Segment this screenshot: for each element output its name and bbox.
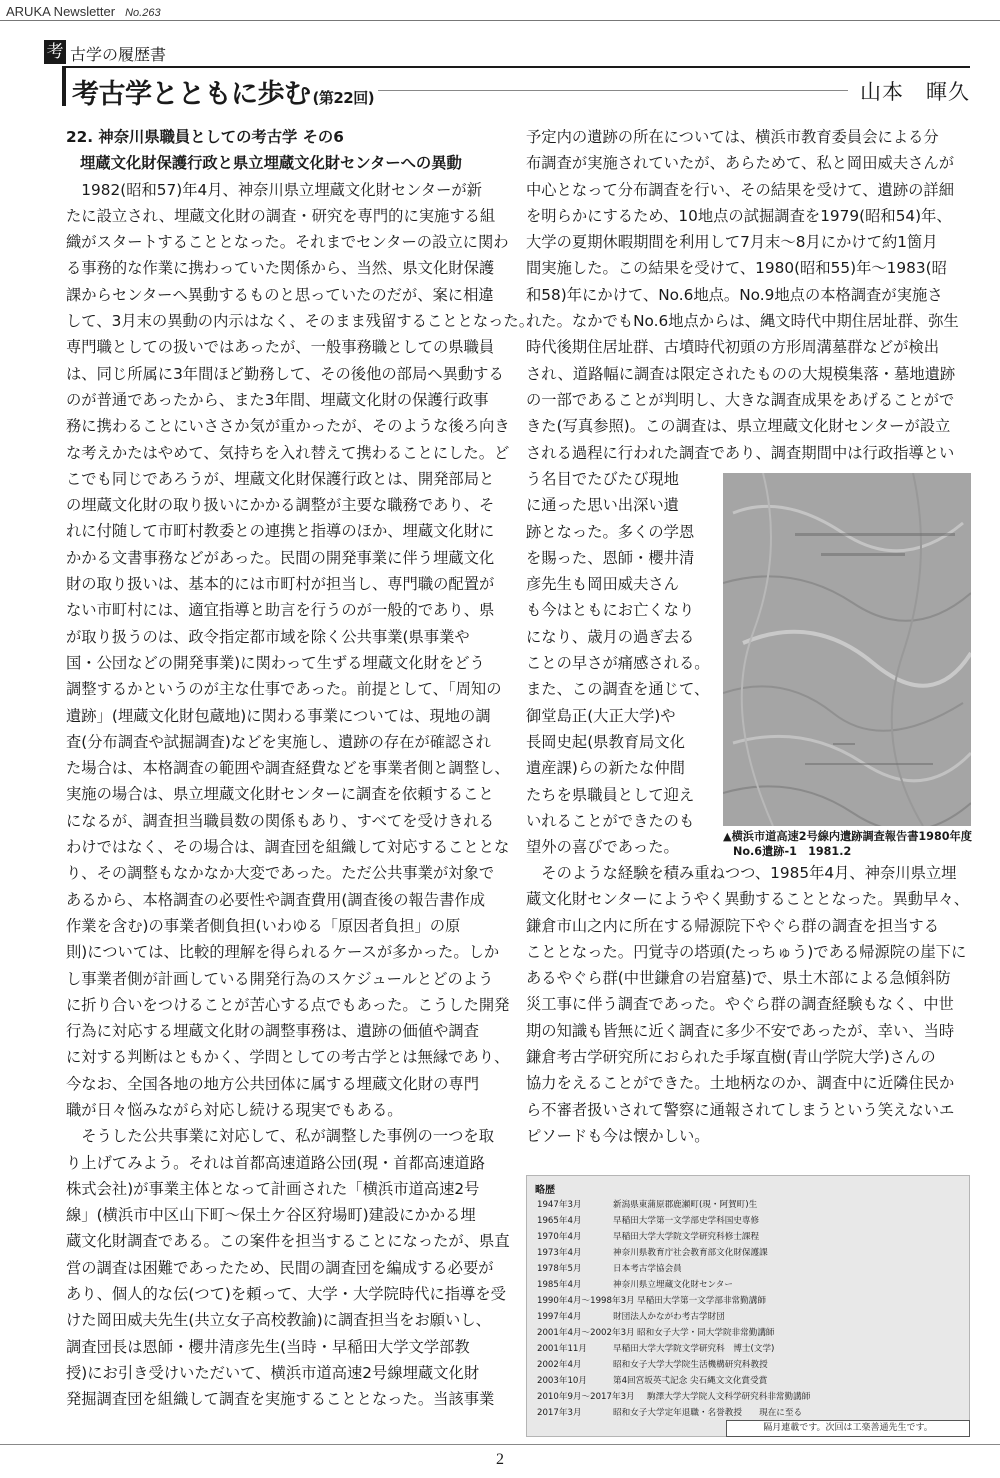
career-row	[537, 1358, 768, 1370]
body-line: こでも同じであろうが、埋蔵文化財保護行政とは、開発部局と	[66, 469, 495, 488]
body-line: 蔵文化財センターにようやく異動することとなった。異動早々、	[526, 890, 969, 909]
body-line: そうした公共事業に対応して、私が調整した事例の一つを取	[66, 1127, 495, 1146]
career-row	[537, 1342, 774, 1354]
career-row	[537, 1198, 757, 1210]
career-date: 1947年3月	[537, 1200, 582, 1210]
body-line: になるが、調査担当職員数の関係もあり、すべてを受けきれる	[66, 811, 495, 830]
body-line: ない市町村には、適宜指導と助言を行うのが一般的であり、県	[66, 601, 495, 620]
section-heading: 22. 神奈川県職員としての考古学 その6	[66, 128, 344, 146]
body-line: 財の取り扱いは、基本的には市町村が担当し、専門職の配置が	[66, 575, 495, 594]
body-line: 時代後期住居址群、古墳時代初頭の方形周溝墓群などが検出	[526, 338, 940, 357]
body-line: 課からセンターへ異動するものと思っていたのだが、案に相違	[66, 285, 494, 304]
career-date: 1978年5月	[537, 1264, 582, 1274]
body-line: たに設立され、埋蔵文化財の調査・研究を専門的に実施する組	[66, 206, 496, 225]
career-date: 2002年4月	[537, 1360, 582, 1370]
body-line: になり、歳月の過ぎ去る	[526, 627, 695, 646]
page-number: 2	[496, 1451, 504, 1468]
body-line: 作業を含む)の事業者側負担(いわゆる「原因者負担」の原	[66, 916, 461, 935]
right-column-wrap	[526, 466, 712, 860]
body-line: 和58)年にかけて、No.6地点。No.9地点の本格調査が実施さ	[526, 285, 943, 304]
top-rule	[0, 20, 1000, 21]
body-line: 望外の喜びであった。	[526, 838, 679, 857]
body-line: して、3月末の異動の内示はなく、そのまま残留することとなった。	[66, 312, 535, 331]
body-line: れた。なかでもNo.6地点からは、縄文時代中期住居址群、弥生	[526, 312, 959, 331]
career-title: 略歴	[535, 1185, 555, 1196]
career-date: 1973年4月	[537, 1248, 582, 1258]
body-line: され、道路幅に調査は限定されたものの大規模集落・墓地遺跡	[526, 364, 956, 383]
body-line: また、この調査を通じて、	[526, 680, 710, 699]
body-line: 中心となって分布調査を行い、その結果を受けて、遺跡の詳細	[526, 180, 955, 199]
career-event: 新潟県東蒲原郡鹿瀬町(現・阿賀町)生	[613, 1200, 758, 1210]
career-date: 2010年9月～2017年3月	[537, 1392, 635, 1402]
body-line: 線」(横浜市中区山下町～保土ケ谷区狩場町)建設にかかる埋	[66, 1206, 476, 1225]
career-date: 2001年4月～2002年3月	[537, 1328, 635, 1338]
body-line: の一部であることが判明し、大きな調査成果をあげることがで	[526, 390, 955, 409]
header-rule	[66, 66, 970, 68]
career-date: 1990年4月～1998年3月	[537, 1296, 635, 1306]
body-line: に通った思い出深い遺	[526, 496, 679, 515]
body-line: 営の調査は困難であったため、民間の調査団を編成する必要が	[66, 1258, 494, 1277]
article-title	[72, 72, 374, 111]
career-date: 1985年4月	[537, 1280, 582, 1290]
body-line: される過程に行われた調査であり、調査期間中は行政指導とい	[526, 443, 955, 462]
career-row	[537, 1326, 775, 1338]
career-event: 第4回宮坂英弌記念 尖石縄文文化賞受賞	[613, 1376, 768, 1386]
body-line: いれることができたのも	[526, 811, 695, 830]
body-line: 大学の夏期休暇期間を利用して7月末～8月にかけて約1箇月	[526, 233, 938, 252]
body-line: 布調査が実施されていたが、あらためて、私と岡田威夫さんが	[526, 154, 955, 173]
body-line: 調査団長は恩師・櫻井清彦先生(当時・早稲田大学文学部教	[66, 1337, 470, 1356]
career-row	[537, 1262, 682, 1274]
body-line: な考えかたはやめて、気持ちを入れ替えて携わることにした。ど	[66, 443, 510, 462]
career-date: 1997年4月	[537, 1312, 582, 1322]
career-date: 1970年4月	[537, 1232, 582, 1242]
body-line: のが普通であったから、また3年間、埋蔵文化財の保護行政事	[66, 390, 489, 409]
bottom-rule	[0, 1444, 1000, 1445]
body-line: 期の知識も皆無に近く調査に多少不安であったが、幸い、当時	[526, 1021, 955, 1040]
career-row	[537, 1214, 759, 1226]
career-event: 日本考古学協会員	[613, 1264, 682, 1274]
body-line: 職が日々悩みながら対応し続ける現実でもある。	[66, 1100, 403, 1119]
report-cover-image	[723, 473, 971, 826]
body-line: あるから、本格調査の必要性や調査費用(調査後の報告書作成	[66, 890, 485, 909]
body-line: に折り合いをつけることが苦心する点でもあった。こうした開発	[66, 995, 510, 1014]
career-event: 昭和女子大学大学院生活機構研究科教授	[613, 1360, 768, 1370]
body-line: は、同じ所属に3年間ほど勤務して、その後他の部局へ異動する	[66, 364, 504, 383]
body-line: わけではなく、その場合は、調査団を組織して対応することとな	[66, 838, 510, 857]
career-date: 1965年4月	[537, 1216, 582, 1226]
body-line: 跡となった。多くの学恩	[526, 522, 695, 541]
career-event: 財団法人かながわ考古学財団	[613, 1312, 725, 1322]
caption-line: ▲横浜市道高速2号線内遺跡調査報告書1980年度	[723, 830, 972, 843]
body-line: 株式会社)が事業主体となって計画された「横浜市道高速2号	[66, 1179, 480, 1198]
body-line: 蔵文化財調査である。この案件を担当することになったが、県直	[66, 1232, 510, 1251]
newsletter-title: ARUKA Newsletter	[6, 4, 116, 19]
body-line: あるやぐら群(中世鎌倉の岩窟墓)で、県土木部による急傾斜防	[526, 969, 951, 988]
body-line: 1982(昭和57)年4月、神奈川県立埋蔵文化財センターが新	[66, 180, 482, 199]
body-line: 専門職としての扱いではあったが、一般事務職としての県職員	[66, 338, 495, 357]
left-column	[66, 124, 535, 1413]
caption-line: No.6遺跡-1 1981.2	[733, 845, 852, 858]
issue-number: No.263	[125, 7, 161, 19]
body-line: に対する判断はともかく、学問としての考古学とは無縁であり、	[66, 1048, 510, 1067]
body-line: 行為に対応する埋蔵文化財の調整事務は、遺跡の価値や調査	[66, 1022, 480, 1041]
section-subheading: 埋蔵文化財保護行政と県立埋蔵文化財センターへの異動	[80, 154, 462, 173]
body-line: 鎌倉考古学研究所におられた手塚直樹(青山学院大学)さんの	[526, 1048, 936, 1067]
body-line: を賜った、恩師・櫻井清	[526, 548, 695, 567]
body-line: 鎌倉市山之内に所在する帰源院下やぐら群の調査を担当する	[526, 916, 940, 935]
body-line: 発掘調査団を組織して調査を実施することとなった。当該事業	[66, 1390, 495, 1409]
body-line: 予定内の遺跡の所在については、横浜市教育委員会による分	[526, 128, 939, 146]
body-line: 長岡史起(県教育局文化	[526, 732, 685, 751]
report-cover-photo	[723, 473, 971, 826]
career-row	[537, 1406, 802, 1418]
body-line: 調整するかというのが主な仕事であった。前提として、「周知の	[66, 680, 502, 699]
body-line: 間実施した。この結果を受けて、1980(昭和55)年～1983(昭	[526, 259, 947, 278]
right-column-top	[526, 124, 974, 466]
body-line: う名目でたびたび現地	[526, 470, 679, 488]
body-line: 遺産課)らの新たな仲間	[526, 759, 685, 778]
career-row	[537, 1230, 759, 1242]
body-line: も今はともにお亡くなり	[526, 601, 695, 620]
title-text: 考古学とともに歩む	[72, 79, 311, 110]
body-line: を明らかにするため、10地点の試掘調査を1979(昭和54)年、	[526, 206, 952, 225]
career-box	[526, 1175, 970, 1437]
body-line: 織がスタートすることとなった。それまでセンターの設立に関わ	[66, 233, 509, 252]
career-event: 神奈川県立埋蔵文化財センター	[613, 1280, 733, 1290]
body-line: きた(写真参照)。この調査は、県立埋蔵文化財センターが設立	[526, 417, 951, 436]
body-line: 遺跡」(埋蔵文化財包蔵地)に関わる事業については、現地の調	[66, 706, 491, 725]
body-line: そのような経験を積み重ねつつ、1985年4月、神奈川県立埋	[526, 864, 957, 882]
body-line: 授)にお引き受けいただいて、横浜市道高速2号線埋蔵文化財	[66, 1363, 480, 1382]
body-line: た場合は、本格調査の範囲や調査経費などを事業者側と調整し、	[66, 759, 510, 778]
title-part: (第22回)	[312, 89, 375, 107]
body-line: 査(分布調査や試掘調査)などを実施し、遺跡の存在が確認され	[66, 732, 491, 751]
body-line: り上げてみよう。それは首都高速道路公団(現・首都高速道路	[66, 1153, 485, 1172]
body-line: 今なお、全国各地の地方公共団体に属する埋蔵文化財の専門	[66, 1074, 480, 1093]
body-line: ピソードも今は懐かしい。	[526, 1126, 710, 1145]
body-line: れに付随して市町村教委との連携と指導のほか、埋蔵文化財に	[66, 522, 495, 541]
career-row	[537, 1310, 725, 1322]
career-event: 昭和女子大学・同大学院非常勤講師	[637, 1328, 775, 1338]
body-line: の埋蔵文化財の取り扱いにかかる調整が主要な職務であり、そ	[66, 496, 495, 515]
body-line: こととなった。円覚寺の塔頭(たっちゅう)である帰源院の崖下に	[526, 942, 967, 961]
career-date: 2003年10月	[537, 1376, 587, 1386]
series-label: 古学の履歴書	[70, 45, 167, 64]
career-event: 神奈川県教育庁社会教育部文化財保護課	[613, 1248, 768, 1258]
body-line: し事業者側が計画している開発行為のスケジュールとどのよう	[66, 969, 494, 988]
career-event: 駒澤大学大学院人文科学研究科非常勤講師	[647, 1392, 811, 1402]
career-row	[537, 1374, 767, 1386]
right-column-bottom	[526, 860, 974, 1149]
body-line: かかる文書事務などがあった。民間の開発事業に伴う埋蔵文化	[66, 548, 495, 567]
author-name: 山本 暉久	[860, 80, 970, 104]
career-row	[537, 1390, 810, 1402]
body-line: 災工事に伴う調査であった。やぐら群の調査経験もなく、中世	[526, 995, 954, 1014]
career-event: 昭和女子大学定年退職・名誉教授 現在に至る	[613, 1408, 803, 1418]
body-line: 実施の場合は、県立埋蔵文化財センターに調査を依頼すること	[66, 785, 494, 804]
body-line: 務に携わることにいささか気が重かったが、そのような後ろ向き	[66, 417, 510, 436]
body-line: り、その調整もなかなか大変であった。ただ公共事業が対象で	[66, 864, 495, 883]
body-line: けた岡田威夫先生(共立女子高校教諭)に調査担当をお願いし、	[66, 1311, 491, 1330]
career-date: 2017年3月	[537, 1408, 582, 1418]
career-event: 早稲田大学大学院文学研究科 博士(文学)	[613, 1344, 775, 1354]
running-head	[6, 4, 161, 19]
body-line: 則)については、比較的理解を得られるケースが多かった。しか	[66, 943, 500, 962]
body-line: あり、個人的な伝(つて)を頼って、大学・大学院時代に指導を受	[66, 1285, 506, 1304]
body-line: が取り扱うのは、政令指定都市域を除く公共事業(県事業や	[66, 627, 470, 646]
body-line: る事務的な作業に携わっていた関係から、当然、県文化財保護	[66, 259, 495, 278]
body-line: 御堂島正(大正大学)や	[526, 706, 676, 725]
body-line: ことの早さが痛感される。	[526, 654, 710, 673]
career-date: 2001年11月	[537, 1344, 587, 1354]
career-row	[537, 1246, 768, 1258]
career-event: 早稲田大学第一文学部史学科国史専修	[613, 1216, 760, 1226]
career-event: 早稲田大学大学院文学研究科修士課程	[613, 1232, 760, 1242]
career-row	[537, 1294, 766, 1306]
body-line: 協力をえることができた。土地柄なのか、調査中に近隣住民か	[526, 1074, 955, 1093]
series-note: 隔月連載です。次回は工楽善通先生です。	[726, 1420, 970, 1437]
photo-caption	[723, 829, 983, 859]
body-line: たちを県職員として迎え	[526, 785, 695, 804]
career-event: 早稲田大学第一文学部非常勤講師	[637, 1296, 766, 1306]
title-rule	[378, 90, 848, 91]
body-line: 国・公団などの開発事業)に関わって生ずる埋蔵文化財をどう	[66, 653, 485, 672]
series-mark: 考	[44, 40, 66, 64]
header-bar	[62, 66, 66, 106]
career-row	[537, 1278, 733, 1290]
body-line: ら不審者扱いされて警察に通報されてしまうという笑えないエ	[526, 1100, 955, 1119]
body-line: 彦先生も岡田威夫さん	[526, 575, 679, 594]
